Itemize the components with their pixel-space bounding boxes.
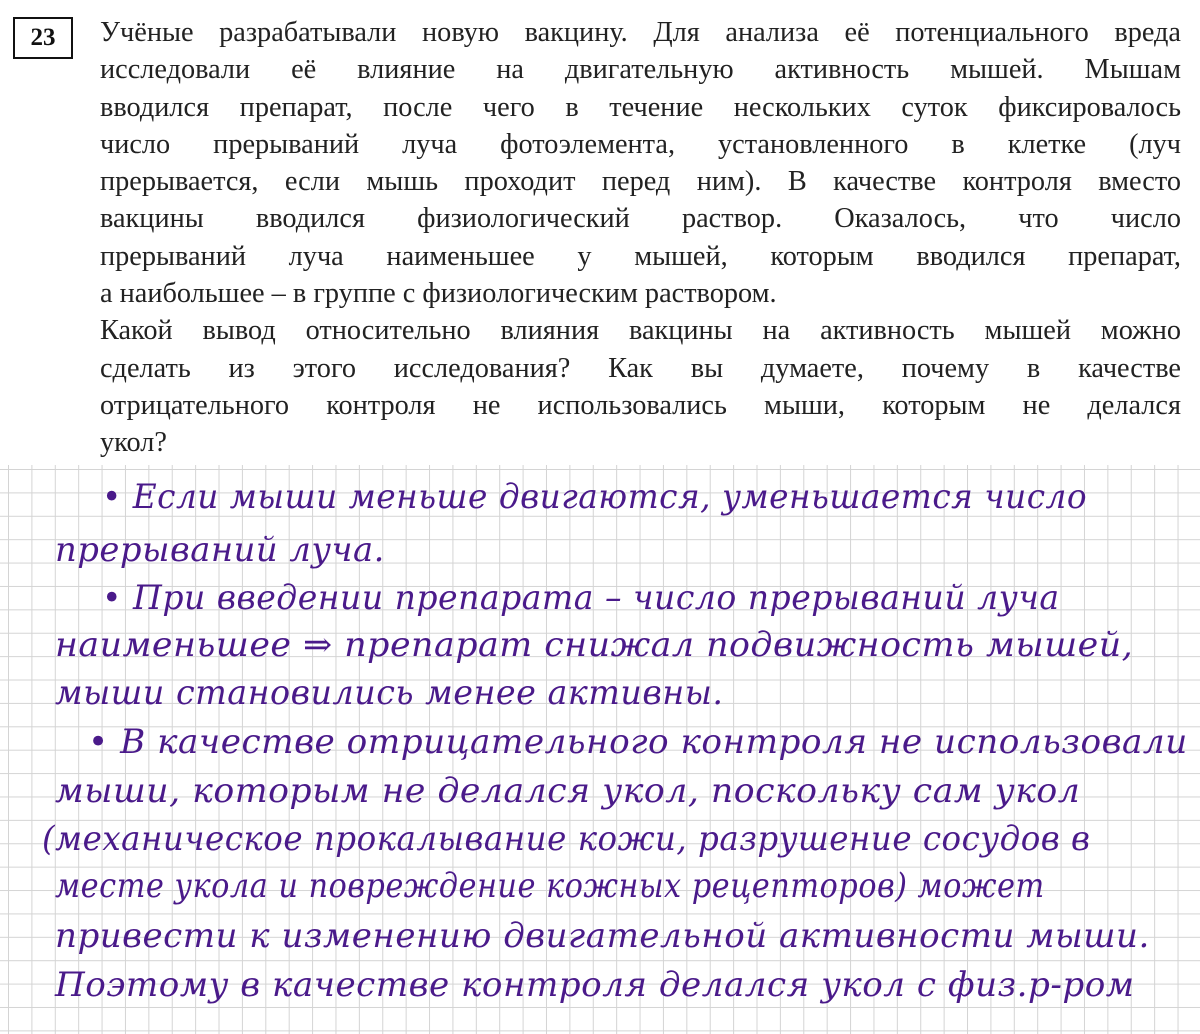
- question-text: [100, 14, 1181, 462]
- question-line: отрицательного контроля не использовались мыши, которым не делался: [100, 389, 1181, 421]
- question-line: прерываний луча наименьшее у мышей, которым вводился препарат,: [100, 240, 1181, 272]
- handwritten-line: мыши, которым не делался укол, поскольку сам укол: [55, 771, 1081, 811]
- question-line: Какой вывод относительно влияния вакцины на активность мышей можно: [100, 315, 1181, 347]
- handwritten-line: месте укола и повреждение кожных рецепторов) может: [55, 866, 1045, 906]
- handwritten-line: наименьшее ⇒ препарат снижал подвижность мышей,: [55, 625, 1134, 665]
- handwritten-line: прерываний луча.: [55, 530, 385, 570]
- handwritten-line: привести к изменению двигательной активности мыши.: [55, 916, 1150, 956]
- question-line: вакцины вводился физиологический раствор. Оказалось, что число: [100, 203, 1181, 235]
- question-line: прерывается, если мышь проходит перед ним). В качестве контроля вместо: [100, 166, 1181, 198]
- question-line: вводился препарат, после чего в течение нескольких суток фиксировалось: [100, 91, 1181, 123]
- task-number-box: 23: [13, 17, 73, 59]
- question-line: сделать из этого исследования? Как вы думаете, почему в качестве: [100, 352, 1181, 384]
- grid-answer-area: [0, 465, 1200, 1034]
- question-line: а наибольшее – в группе с физиологическим раствором.: [100, 278, 777, 310]
- handwritten-line: • Если мыши меньше двигаются, уменьшается число: [102, 477, 1088, 517]
- question-line: укол?: [100, 427, 167, 459]
- handwritten-line: • В качестве отрицательного контроля не использовали: [88, 722, 1188, 762]
- question-line: Учёные разрабатывали новую вакцину. Для анализа её потенциального вреда: [100, 17, 1181, 48]
- handwritten-line: (механическое прокалывание кожи, разрушение сосудов в: [42, 819, 1091, 859]
- question-line: число прерываний луча фотоэлемента, установленного в клетке (луч: [100, 128, 1181, 160]
- handwritten-line: мыши становились менее активны.: [55, 673, 724, 713]
- handwritten-line: • При введении препарата – число прерываний луча: [102, 578, 1060, 618]
- question-line: исследовали её влияние на двигательную активность мышей. Мышам: [100, 54, 1181, 86]
- handwritten-line: Поэтому в качестве контроля делался укол с физ.р-ром: [55, 965, 1135, 1005]
